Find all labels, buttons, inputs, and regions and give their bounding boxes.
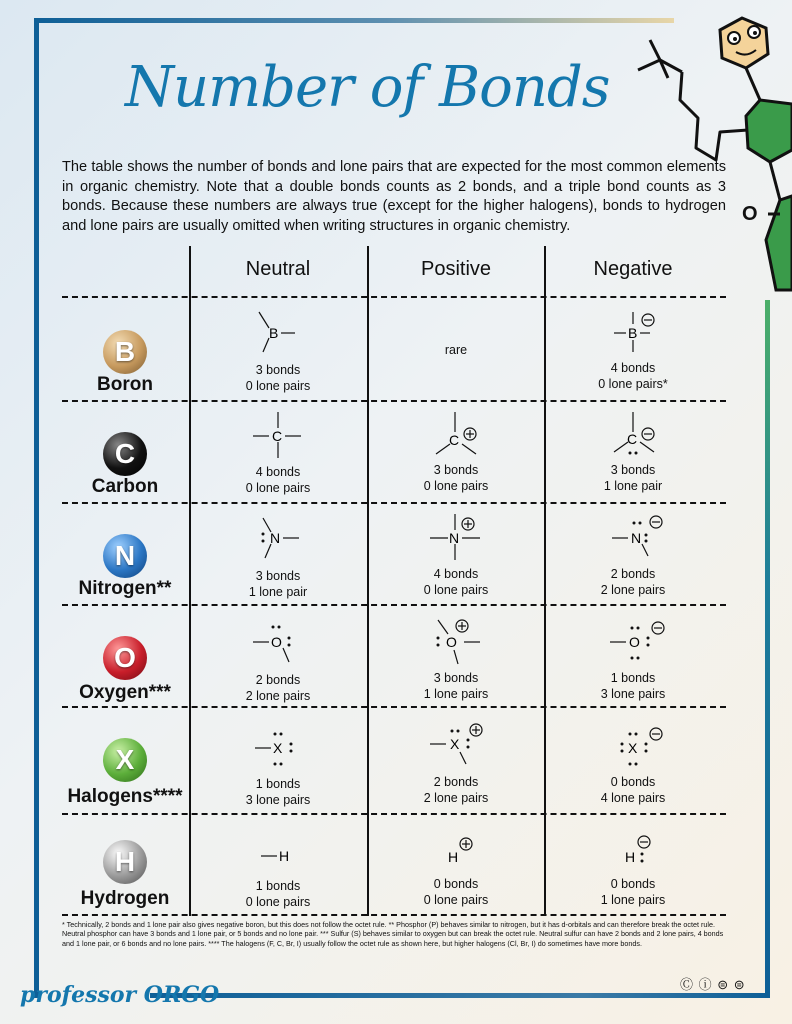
structure-carbon-neutral (233, 404, 323, 464)
element-name-carbon: Carbon (91, 476, 159, 497)
structure-halogen-negative (588, 718, 678, 778)
column-header-positive: Positive (420, 258, 492, 280)
cell-boron-positive: rare (444, 343, 468, 357)
row-separator (62, 914, 726, 916)
table-divider-3 (544, 246, 546, 916)
row-separator (62, 813, 726, 815)
element-ball-carbon: C (103, 432, 147, 476)
svg-text:X: X (450, 736, 460, 752)
page-title: Number of Bonds (125, 55, 610, 120)
mascot-ring-2 (766, 196, 792, 290)
cell-hydrogen-negative: 0 bonds 1 lone pairs (600, 877, 666, 907)
structure-oxygen-negative (588, 612, 678, 672)
cell-halogen-positive: 2 bonds 2 lone pairs (423, 775, 489, 805)
svg-text:N: N (270, 530, 281, 546)
column-header-negative: Negative (593, 258, 673, 280)
cell-boron-neutral: 3 bonds 0 lone pairs (245, 363, 311, 393)
row-separator (62, 604, 726, 606)
structure-hydrogen-neutral (233, 826, 323, 886)
cell-halogen-negative: 0 bonds 4 lone pairs (600, 775, 666, 805)
svg-text:O: O (629, 634, 640, 650)
structure-carbon-positive (410, 404, 500, 464)
cell-hydrogen-neutral: 1 bonds 0 lone pairs (245, 879, 311, 909)
element-ball-boron: B (103, 330, 147, 374)
cell-boron-negative: 4 bonds 0 lone pairs* (598, 361, 668, 391)
structure-carbon-negative (588, 404, 678, 464)
cell-nitrogen-neutral: 3 bonds 1 lone pair (248, 569, 308, 599)
svg-text:H: H (448, 849, 459, 865)
svg-text:B: B (269, 325, 279, 341)
svg-text:C: C (272, 428, 283, 444)
element-name-halogens: Halogens**** (67, 786, 183, 807)
frame-left-border (34, 18, 39, 998)
frame-right-border (765, 300, 770, 998)
mascot-oxygen-label: O (742, 203, 758, 225)
svg-text:O: O (446, 634, 457, 650)
row-separator (62, 400, 726, 402)
brand-logo: professor ORGO (20, 982, 220, 1008)
table-divider-2 (367, 246, 369, 916)
structure-oxygen-positive (410, 612, 500, 672)
element-ball-hydrogen: H (103, 840, 147, 884)
footnote: * Technically, 2 bonds and 1 lone pair also gives negative boron, but this does not follow the octet rule. ** Phosphor (P) behaves similar to nitrogen, but it has d-orbitals and can therefore break the octet rule. Neutral phosphor can have 3 bonds and 1 lone pair, or 5 bonds and no lone pair. *** Sulfur (S) behaves similar to oxygen but can break the octet rule. Neutral sulfur can have 2 bonds and 2 lone pairs, 4 bonds and 1 lone pair, or 6 bonds and no lone pairs. **** The halogens (F, C, Br, I) usually follow the octet rule as shown here, but higher halogens (Cl, Br, I) do sometimes have more bonds. (62, 920, 724, 948)
cell-hydrogen-positive: 0 bonds 0 lone pairs (423, 877, 489, 907)
cell-carbon-negative: 3 bonds 1 lone pair (603, 463, 663, 493)
row-separator (62, 706, 726, 708)
svg-text:O: O (271, 634, 282, 650)
svg-text:N: N (449, 530, 460, 546)
element-ball-halogens: X (103, 738, 147, 782)
cell-oxygen-neutral: 2 bonds 2 lone pairs (245, 673, 311, 703)
intro-paragraph: The table shows the number of bonds and lone pairs that are expected for the most common elements in organic chemistry. Note that a double bonds counts as 2 bonds, and a triple bond counts as 3 bonds. Because these numbers are always true (except for the higher halogens), bonds to hydrogen and lone pairs are usually omitted when writing structures in organic chemistry. (62, 159, 726, 234)
svg-text:X: X (628, 740, 638, 756)
element-ball-oxygen: O (103, 636, 147, 680)
svg-text:H: H (625, 849, 636, 865)
element-name-boron: Boron (97, 374, 153, 395)
cell-carbon-neutral: 4 bonds 0 lone pairs (245, 465, 311, 495)
structure-nitrogen-neutral (233, 508, 323, 568)
svg-text:N: N (631, 530, 642, 546)
frame-bottom-border (150, 993, 770, 998)
svg-text:H: H (279, 848, 290, 864)
cell-halogen-neutral: 1 bonds 3 lone pairs (245, 777, 311, 807)
element-name-oxygen: Oxygen*** (79, 682, 171, 703)
svg-text:C: C (449, 432, 460, 448)
cell-carbon-positive: 3 bonds 0 lone pairs (423, 463, 489, 493)
element-name-nitrogen: Nitrogen** (78, 578, 172, 599)
element-ball-nitrogen: N (103, 534, 147, 578)
cell-nitrogen-positive: 4 bonds 0 lone pairs (423, 567, 489, 597)
mascot-molecule-illustration (620, 0, 792, 300)
mascot-head (720, 18, 768, 68)
svg-text:C: C (627, 431, 638, 447)
row-separator (62, 296, 726, 298)
structure-boron-neutral (233, 304, 323, 364)
structure-oxygen-neutral (233, 612, 323, 672)
column-header-neutral: Neutral (245, 258, 311, 280)
frame-top-border (34, 18, 674, 23)
structure-halogen-positive (410, 714, 500, 774)
structure-nitrogen-positive (410, 508, 500, 568)
svg-text:B: B (628, 325, 638, 341)
structure-nitrogen-negative (588, 508, 678, 568)
cell-oxygen-negative: 1 bonds 3 lone pairs (600, 671, 666, 701)
structure-boron-negative (588, 304, 678, 364)
mascot-ring-1 (746, 100, 792, 162)
cell-oxygen-positive: 3 bonds 1 lone pairs (423, 671, 489, 701)
svg-text:X: X (273, 740, 283, 756)
license-badge: Ⓒ ⓘ ⊜ ⊜ (680, 977, 746, 992)
cell-nitrogen-negative: 2 bonds 2 lone pairs (600, 567, 666, 597)
structure-halogen-neutral (233, 718, 323, 778)
row-separator (62, 502, 726, 504)
element-name-hydrogen: Hydrogen (80, 888, 170, 909)
